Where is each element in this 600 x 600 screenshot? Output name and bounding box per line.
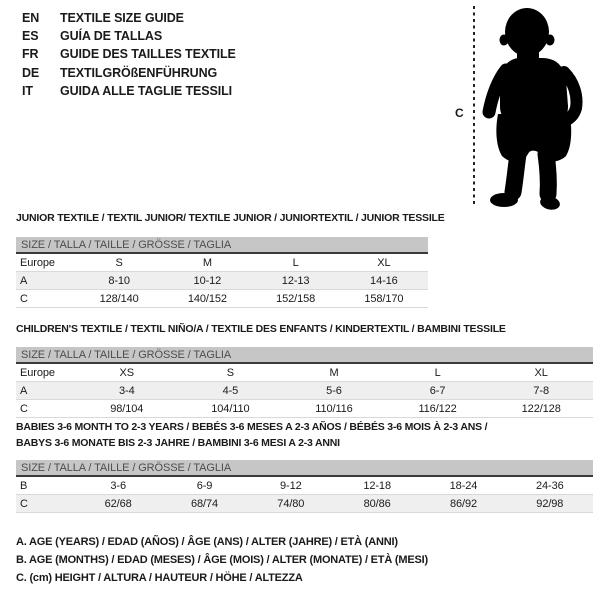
value-cell: 8-10 [75,272,163,290]
value-cell: 152/158 [252,290,340,308]
value-cell: L [386,364,490,382]
size-header-bar: SIZE / TALLA / TAILLE / GRÖSSE / TAGLIA [16,237,428,254]
table-row [16,477,593,495]
row-label-cell: Europe [16,254,75,272]
language-title: GUÍA DE TALLAS [60,29,163,44]
value-cell: S [75,254,163,272]
value-cell: 158/170 [340,290,428,308]
row-label-cell: C [16,290,75,308]
row-label-cell: B [16,477,75,495]
value-cell: 122/128 [489,400,593,418]
value-cell: 6-7 [386,382,490,400]
language-row [22,45,236,63]
value-cell: 7-8 [489,382,593,400]
babies-size-table [16,477,593,513]
value-cell: XS [75,364,179,382]
row-label-cell: C [16,400,75,418]
value-cell: 62/68 [75,495,161,513]
value-cell: 110/116 [282,400,386,418]
language-row [22,9,236,27]
row-label-cell: A [16,272,75,290]
row-label-cell: C [16,495,75,513]
value-cell: S [179,364,283,382]
value-cell: XL [340,254,428,272]
table-row [16,290,428,308]
value-cell: 92/98 [507,495,593,513]
value-cell: XL [489,364,593,382]
value-cell: 6-9 [161,477,247,495]
value-cell: L [252,254,340,272]
note-line: A. AGE (YEARS) / EDAD (AÑOS) / ÂGE (ANS) / ALTER (JAHRE) / ETÀ (ANNI) [16,536,398,548]
value-cell: 74/80 [248,495,334,513]
children-size-table [16,364,593,418]
language-code: FR [22,47,39,62]
babies-table [16,460,593,513]
value-cell: 18-24 [420,477,506,495]
value-cell: 80/86 [334,495,420,513]
value-cell: 5-6 [282,382,386,400]
height-dashed-line [473,6,475,207]
value-cell: 98/104 [75,400,179,418]
language-row [22,27,236,45]
children-table [16,347,593,418]
height-line-label: C [455,106,464,120]
value-cell: 12-18 [334,477,420,495]
junior-table [16,237,428,308]
language-code: ES [22,29,39,44]
table-row [16,272,428,290]
value-cell: M [282,364,386,382]
note-line: B. AGE (MONTHS) / EDAD (MESES) / ÂGE (MOIS) / ALTER (MONATE) / ETÀ (MESI) [16,554,428,567]
section-title-babies [16,420,487,451]
value-cell: 3-4 [75,382,179,400]
row-label-cell: Europe [16,364,75,382]
language-title: GUIDE DES TAILLES TEXTILE [60,47,236,62]
language-title: TEXTILGRÖßENFÜHRUNG [60,65,218,80]
size-header-bar: SIZE / TALLA / TAILLE / GRÖSSE / TAGLIA [16,460,593,477]
value-cell: 24-36 [507,477,593,495]
section-title-line: BABIES 3-6 MONTH TO 2-3 YEARS / BEBÉS 3-6 MESES A 2-3 AÑOS / BÉBÉS 3-6 MOIS À 2-3 ANS / [16,421,488,433]
section-title-children [16,322,506,338]
value-cell: 12-13 [252,272,340,290]
language-code: IT [22,83,33,98]
table-header-row [16,254,428,272]
section-title-line: JUNIOR TEXTILE / TEXTIL JUNIOR/ TEXTILE JUNIOR / JUNIORTEXTIL / JUNIOR TESSILE [16,212,445,224]
table-row [16,495,593,513]
value-cell: 14-16 [340,272,428,290]
note-line: C. (cm) HEIGHT / ALTURA / HAUTEUR / HÖHE / ALTEZZA [16,572,303,585]
section-title-line: BABYS 3-6 MONATE BIS 2-3 JAHRE / BAMBINI 3-6 MESI A 2-3 ANNI [16,436,340,449]
baby-silhouette-icon [482,4,594,212]
junior-size-table [16,254,428,308]
value-cell: 10-12 [163,272,251,290]
table-row [16,382,593,400]
language-code: DE [22,65,40,80]
language-row [22,64,236,82]
value-cell: 68/74 [161,495,247,513]
value-cell: 140/152 [163,290,251,308]
section-title-junior [16,211,445,227]
language-title: GUIDA ALLE TAGLIE TESSILI [60,83,233,98]
value-cell: 116/122 [386,400,490,418]
notes [16,533,428,588]
language-row [22,82,236,100]
language-code: EN [22,11,40,25]
row-label-cell: A [16,382,75,400]
value-cell: 128/140 [75,290,163,308]
value-cell: 4-5 [179,382,283,400]
value-cell: M [163,254,251,272]
value-cell: 9-12 [248,477,334,495]
language-title: TEXTILE SIZE GUIDE [60,11,184,25]
value-cell: 104/110 [179,400,283,418]
language-list [22,9,236,100]
size-header-bar: SIZE / TALLA / TAILLE / GRÖSSE / TAGLIA [16,347,593,364]
table-header-row [16,364,593,382]
value-cell: 3-6 [75,477,161,495]
table-row [16,400,593,418]
section-title-line: CHILDREN'S TEXTILE / TEXTIL NIÑO/A / TEXTILE DES ENFANTS / KINDERTEXTIL / BAMBINI TESSILE [16,323,506,335]
value-cell: 86/92 [420,495,506,513]
